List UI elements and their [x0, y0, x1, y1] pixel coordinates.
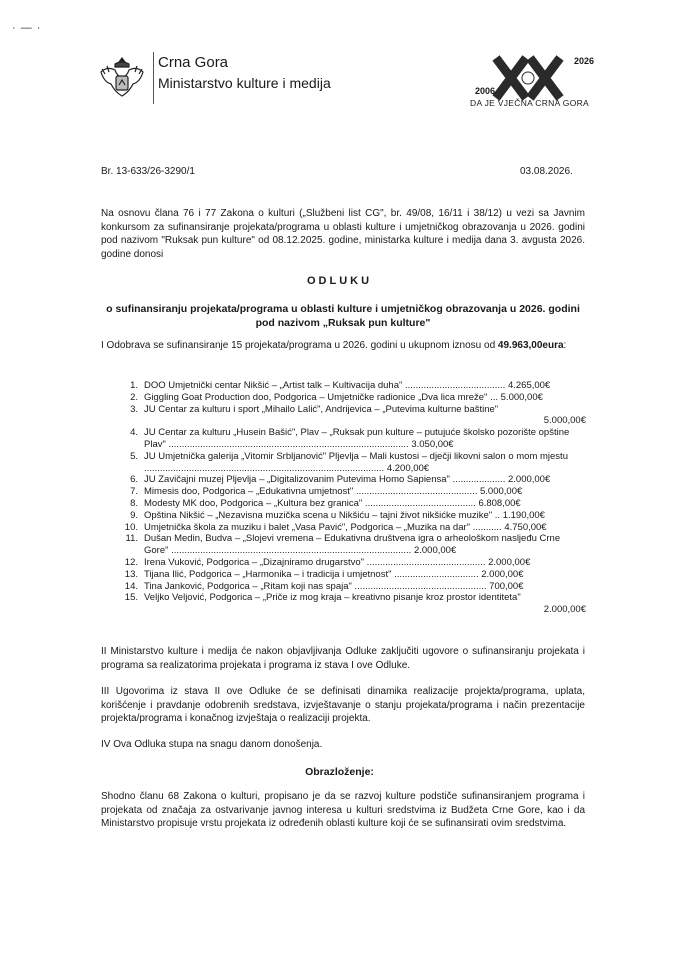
list-item-text [144, 451, 586, 475]
project-amount: 2.000,00€ [488, 556, 531, 568]
project-description: Opština Nikšić – „Nezavisna muzička scena u Nikšiću – tajni život nikšićke muzike" .. [144, 509, 501, 521]
list-item-number: 9. [130, 509, 138, 521]
list-item [110, 427, 586, 451]
list-item-text [144, 510, 586, 522]
list-item [110, 486, 586, 498]
list-item [110, 522, 586, 534]
list-item-text [144, 592, 586, 616]
project-amount: 2.000,00€ [413, 545, 457, 557]
list-item-number: 6. [130, 474, 138, 486]
project-description: Tijana Ilić, Podgorica – „Harmonika – i tradicija i umjetnost" ................................ [144, 568, 479, 580]
reasoning-paragraph: Shodno članu 68 Zakona o kulturi, propisano je da se razvoj kulture podstiče sufinansiranjem programa i projekata od značaja za ostvarivanje javnog interesa u kulturi sredstvima iz Budžeta Crne Gore, kao i da Ministarstvo propisuje vrstu projekata iz određenih oblasti kulture koji će se sufinansirati ovim sredstvima. [101, 791, 585, 830]
section-3: III Ugovorima iz stava II ove Odluke će se definisati dinamika realizacije projekta/programa, uplata, korišćenje i pravdanje odobrenih sredstava, izvještavanje o stanju projekata/programa i način prezentacije projekta/programa i konačnog izvještaja o realizaciji projekta. [101, 686, 585, 725]
list-item [110, 380, 586, 392]
project-description: JU Centar za kulturu i sport „Mihailo Lalić", Andrijevica – „Putevima kulturne baštine" [144, 403, 499, 415]
list-item-text [144, 533, 586, 557]
logo-year-right: 2026 [574, 56, 595, 66]
list-item-text [144, 522, 586, 534]
list-item-text [144, 474, 586, 486]
corner-mark: · — · [12, 22, 42, 34]
list-item-number: 8. [130, 497, 138, 509]
list-item [110, 474, 586, 486]
list-item-text [144, 557, 586, 569]
reference-number: Br. 13-633/26-3290/1 [101, 166, 195, 177]
project-list [110, 380, 586, 616]
project-amount: 5.000,00€ [543, 415, 586, 427]
project-description: Umjetnička škola za muziku i balet „Vasa Pavić", Podgorica – „Muzika na dar" ........... [144, 521, 502, 533]
project-amount: 700,00€ [489, 580, 524, 592]
project-amount: 2.000,00€ [481, 568, 524, 580]
project-description: Veljko Veljović, Podgorica – „Priče iz mog kraja – kreativno pisanje kroz prostor identiteta" [144, 592, 521, 604]
list-item [110, 498, 586, 510]
coat-of-arms-icon [95, 52, 149, 106]
list-item [110, 533, 586, 557]
project-description: Modesty MK doo, Podgorica – „Kultura bez granica" .......................................... [144, 497, 476, 509]
list-item-text [144, 486, 586, 498]
list-item [110, 569, 586, 581]
list-item-number: 12. [124, 556, 138, 568]
project-description: JU Centar za kulturu „Husein Bašić", Plav – „Ruksak pun kulture – putujuće školsko pozorište opštine Plav" ........................................................................................... [144, 427, 570, 450]
list-item-text [144, 380, 586, 392]
document-date: 03.08.2026. [520, 166, 573, 177]
document-title: ODLUKU [306, 275, 373, 287]
list-item-text [144, 581, 586, 593]
list-item-text [144, 569, 586, 581]
list-item-number: 2. [130, 391, 138, 403]
list-item-number: 14. [124, 580, 138, 592]
list-item-number: 1. [130, 380, 138, 391]
header-text [158, 54, 331, 91]
total-amount: 49.963,00eura [497, 340, 564, 351]
project-description: Giggling Goat Production doo, Podgorica – Umjetničke radionice „Dva lica mreže" ... [144, 391, 498, 403]
list-item-number: 15. [124, 592, 138, 604]
document-subtitle: o sufinansiranju projekata/programa u oblasti kulture i umjetničkog obrazovanja u 2026. godini pod nazivom „Ruksak pun kulture" [106, 303, 580, 329]
list-item-text [144, 404, 586, 428]
header-divider [153, 52, 154, 104]
list-item [110, 510, 586, 522]
country-name: Crna Gora [158, 54, 229, 71]
list-item [110, 557, 586, 569]
list-item-number: 4. [130, 427, 138, 439]
list-item [110, 451, 586, 475]
list-item-text [144, 392, 586, 404]
section-1-lead: I Odobrava se sufinansiranje 15 projekata/programa u 2026. godini u ukupnom iznosu od [101, 340, 496, 351]
section-1-colon: : [563, 340, 567, 351]
section-4: IV Ova Odluka stupa na snagu danom donošenja. [101, 739, 323, 750]
project-description: JU Umjetnička galerija „Vitomir Srbljanović" Pljevlja – Mali kustosi – dječji likovni salon o mom mjestu ........................................................................................... [144, 450, 568, 474]
ministry-name: Ministarstvo kulture i medija [158, 75, 331, 91]
section-1 [101, 339, 585, 353]
project-amount: 5.000,00€ [500, 391, 543, 403]
project-description: DOO Umjetnički centar Nikšić – „Artist talk – Kultivacija duha" ...................................... [144, 380, 506, 391]
project-amount: 2.000,00€ [507, 474, 551, 486]
reasoning-title: Obrazloženje: [305, 766, 374, 778]
logo-caption: DA JE VJEČNA CRNA GORA [470, 98, 590, 108]
project-description: Irena Vuković, Podgorica – „Dizajniramo drugarstvo" ............................................. [144, 556, 486, 568]
section-2: II Ministarstvo kulture i medija će nakon objavljivanja Odluke zaključiti ugovore o sufinansiranju projekata i programa sa realizatorima projekata i programa iz stava I ove Odluke. [101, 646, 585, 671]
list-item [110, 392, 586, 404]
project-amount: 4.200,00€ [386, 462, 430, 474]
list-item-number: 10. [124, 521, 138, 533]
list-item-text [144, 498, 586, 510]
project-amount: 4.265,00€ [507, 380, 551, 391]
project-amount: 6.808,00€ [478, 497, 521, 509]
list-item [110, 404, 586, 428]
project-description: JU Zavičajni muzej Pljevlja – „Digitalizovanim Putevima Homo Sapiensa" .................... [144, 474, 506, 486]
project-description: Dušan Medin, Budva – „Slojevi vremena – Edukativna društvena igra o arheološkom nasljeđu Crne Gore" ........................................................................................... [144, 533, 561, 557]
list-item-number: 3. [130, 403, 138, 415]
list-item [110, 581, 586, 593]
project-amount: 1.190,00€ [502, 509, 545, 521]
list-item-number: 5. [130, 450, 138, 462]
logo-year-left: 2006 [475, 86, 496, 96]
project-description: Mimesis doo, Podgorica – „Edukativna umjetnost" .............................................. [144, 486, 478, 498]
list-item-number: 13. [124, 568, 138, 580]
project-amount: 4.750,00€ [504, 521, 547, 533]
list-item [110, 592, 586, 616]
project-description: Tina Janković, Podgorica – „Ritam koji nas spaja" .................................................. [144, 580, 487, 592]
project-amount: 2.000,00€ [543, 604, 586, 616]
intro-paragraph: Na osnovu člana 76 i 77 Zakona o kulturi („Službeni list CG", br. 49/08, 16/11 i 38/12) u vezi sa Javnim konkursom za sufinansiranje projekata/programa u oblasti kulture i umjetničkog obrazovanja u 2026. godini pod nazivom "Ruksak pun kulture" od 08.12.2025. godine, ministarka kulture i medija dana 3. avgusta 2026. godine donosi [101, 208, 585, 260]
project-amount: 5.000,00€ [480, 486, 523, 498]
project-amount: 3.050,00€ [411, 438, 454, 450]
list-item-number: 11. [125, 533, 138, 545]
list-item-number: 7. [130, 486, 138, 498]
list-item-text [144, 427, 586, 451]
